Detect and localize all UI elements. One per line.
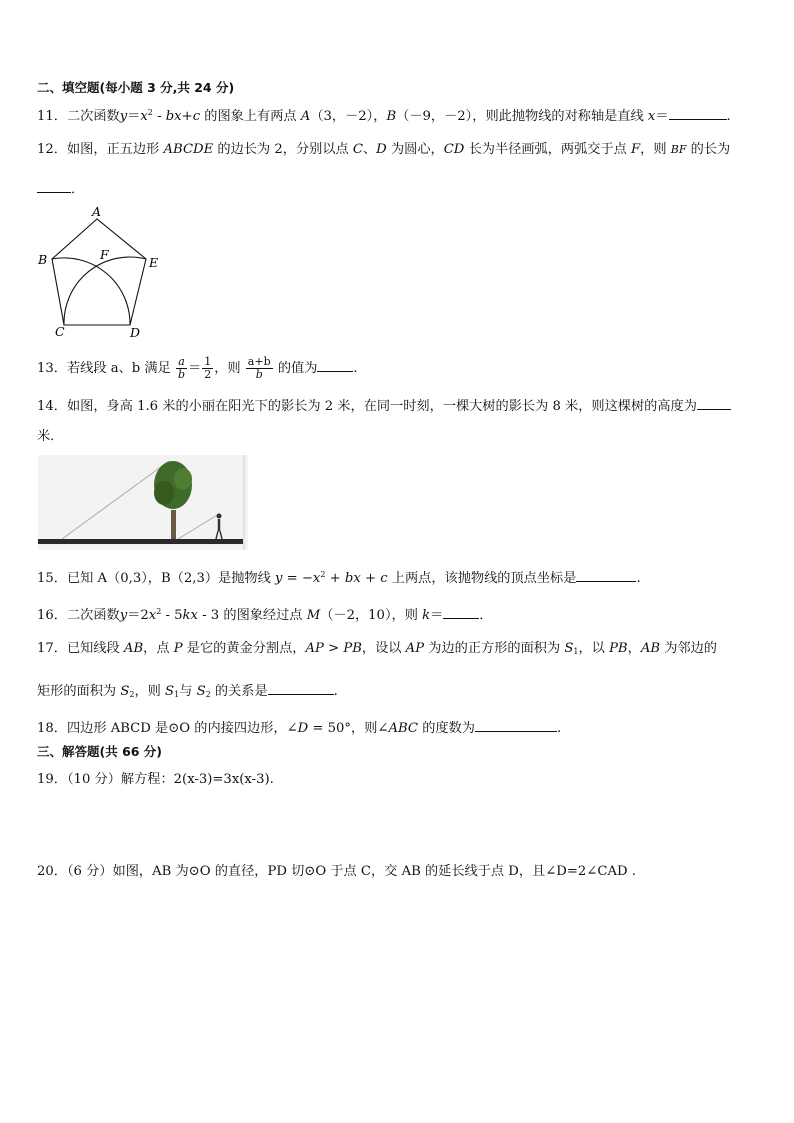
- pentagon-abcde: [52, 219, 146, 325]
- question-13: 13．若线段 a、b 满足 $\frac{a}{b}$ ＝ $\frac{1}{2}$ ，则 $\frac{a+b}{b}$ 的值为 .: [37, 355, 358, 381]
- question-17: 17．已知线段 AB，点 P 是它的黄金分割点，AP > PB，设以 AP 为边的正方形的面积为 $S_1$，以 PB，AB 为邻边的: [37, 641, 717, 656]
- answer-blank: [576, 568, 636, 582]
- answer-blank: [475, 718, 557, 732]
- pentagon-figure: [30, 204, 170, 339]
- question-17-line-2: 矩形的面积为 $S_2$，则 $S_1$与 $S_2$ 的关系是 .: [37, 681, 338, 704]
- answer-blank: [697, 396, 731, 410]
- label-f: F: [100, 247, 109, 262]
- answer-blank: [268, 681, 334, 695]
- question-20: 20．（6 分）如图，AB 为⊙O 的直径，PD 切⊙O 于点 C，交 AB 的延长线于点 D，且∠D=2∠CAD .: [37, 864, 636, 879]
- ground-line: [38, 539, 243, 544]
- question-19: 19．（10 分）解方程：2(x-3)=3x(x-3).: [37, 772, 274, 787]
- arc-centered-c: [52, 258, 130, 325]
- question-15: 15．已知 A（0,3），B（2,3）是抛物线 $y = -x^2$ + bx + c 上两点，该抛物线的顶点坐标是 .: [37, 570, 641, 586]
- fraction-one-half: $\frac{1}{2}$: [204, 355, 212, 381]
- arc-centered-d: [64, 257, 146, 325]
- answer-blank: [37, 179, 71, 193]
- question-12: 12．如图，正五边形 ABCDE 的边长为 2，分别以点 C、D 为圆心，CD 长为半径画弧，两弧交于点 F，则 BF 的长为: [37, 142, 731, 157]
- question-18: 18．四边形 ABCD 是⊙O 的内接四边形，∠D = 50°，则∠ABC 的度数为 .: [37, 718, 561, 738]
- answer-blank: [669, 106, 727, 120]
- label-d: D: [130, 325, 141, 339]
- label-b: B: [38, 252, 48, 267]
- section-2-title: 二、填空题(每小题 3 分,共 24 分): [37, 80, 235, 95]
- tree-shadow-figure: [38, 455, 248, 550]
- fraction-a-over-b: $\frac{a}{b}$: [177, 355, 186, 381]
- tree-trunk: [171, 510, 176, 539]
- answer-blank: [317, 358, 353, 372]
- person-head: [217, 514, 222, 519]
- question-16: 16．二次函数$y=2x^2 - 5kx - 3$ 的图象经过点 M（－2，10），则 k＝ ．: [37, 607, 493, 623]
- label-c: C: [55, 324, 65, 339]
- section-3-title: 三、解答题(共 66 分): [37, 744, 163, 759]
- answer-blank: [443, 605, 479, 619]
- fraction-a-plus-b-over-b: $\frac{a+b}{b}$: [247, 355, 271, 381]
- label-e: E: [149, 255, 159, 270]
- question-11: 11．二次函数$y=x^2 - bx+c$ 的图象上有两点 A（3，－2），B（－9，－2），则此抛物线的对称轴是直线 x＝ .: [37, 108, 731, 124]
- question-14-line-2: 米．: [37, 429, 64, 444]
- question-14: 14．如图，身高 1.6 米的小丽在阳光下的影长为 2 米，在同一时刻，一棵大树的影长为 8 米，则这棵树的高度为: [37, 396, 731, 416]
- label-a: A: [92, 204, 102, 219]
- question-12-answer-line: ．: [37, 179, 84, 199]
